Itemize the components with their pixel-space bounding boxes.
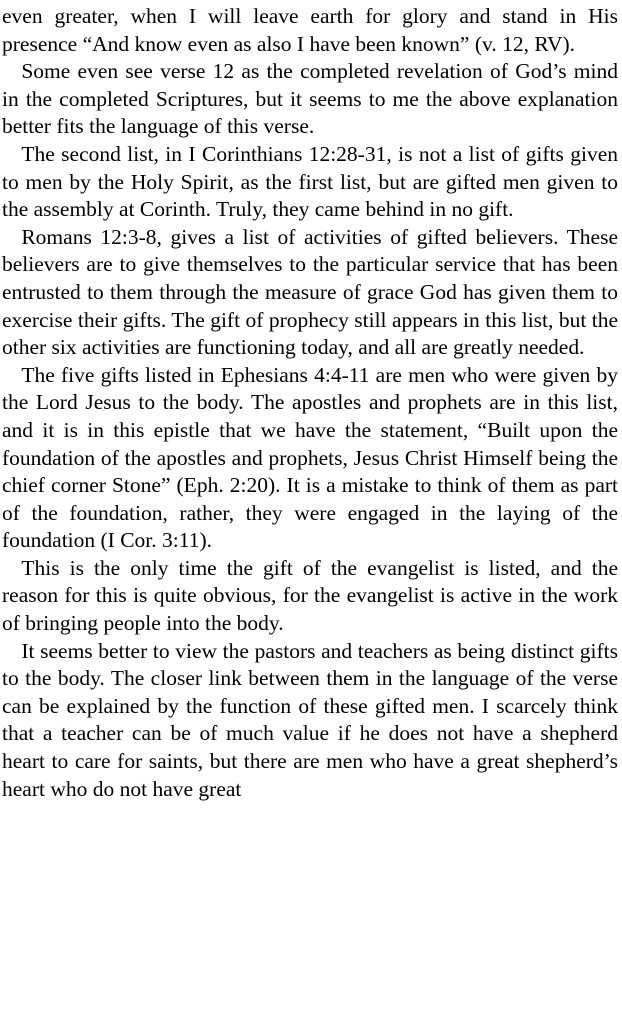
paragraph-ephesians: The five gifts listed in Ephesians 4:4-11 are men who were given by the Lord Jesus to the body. The apostles and prophets are in this list, and it is in this epistle that we have the statement, “Built upon the foundation of the apostles and prophets, Jesus Christ Himself being the chief corner Stone” (Eph. 2:20). It is a mistake to think of them as part of the foundation, rather, they were engaged in the laying of the foundation (I Cor. 3:11). — [2, 362, 618, 553]
paragraph-evangelist: This is the only time the gift of the evangelist is listed, and the reason for this is quite obvious, for the evangelist is active in the work of bringing people into the body. — [2, 555, 618, 636]
paragraph-verse-12: Some even see verse 12 as the completed revelation of God’s mind in the completed Scriptures, but it seems to me the above explanation better fits the language of this verse. — [2, 59, 618, 139]
paragraph-romans: Romans 12:3-8, gives a list of activities of gifted believers. These believers are to give themselves to the particular service that has been entrusted to them through the measure of grace God has given them to exercise their gifts. The gift of prophecy still appears in this list, but the other six activities are functioning today, and all are greatly needed. — [2, 224, 618, 360]
paragraph-second-list: The second list, in I Corinthians 12:28-31, is not a list of gifts given to men by the Holy Spirit, as the first list, but are gifted men given to the assembly at Corinth. Truly, they came behind in no gift. — [2, 141, 618, 222]
paragraph-continuation: even greater, when I will leave earth for glory and stand in His presence “And know even as also I have been known” (v. 12, RV). — [2, 4, 618, 56]
paragraph-pastors-teachers: It seems better to view the pastors and teachers as being distinct gifts to the body. The closer link between them in the language of the verse can be explained by the function of these gifted men. I scarcely think that a teacher can be of much value if he does not have a shepherd heart to care for saints, but there are men who have a great shepherd’s heart who do not have great — [2, 638, 618, 801]
